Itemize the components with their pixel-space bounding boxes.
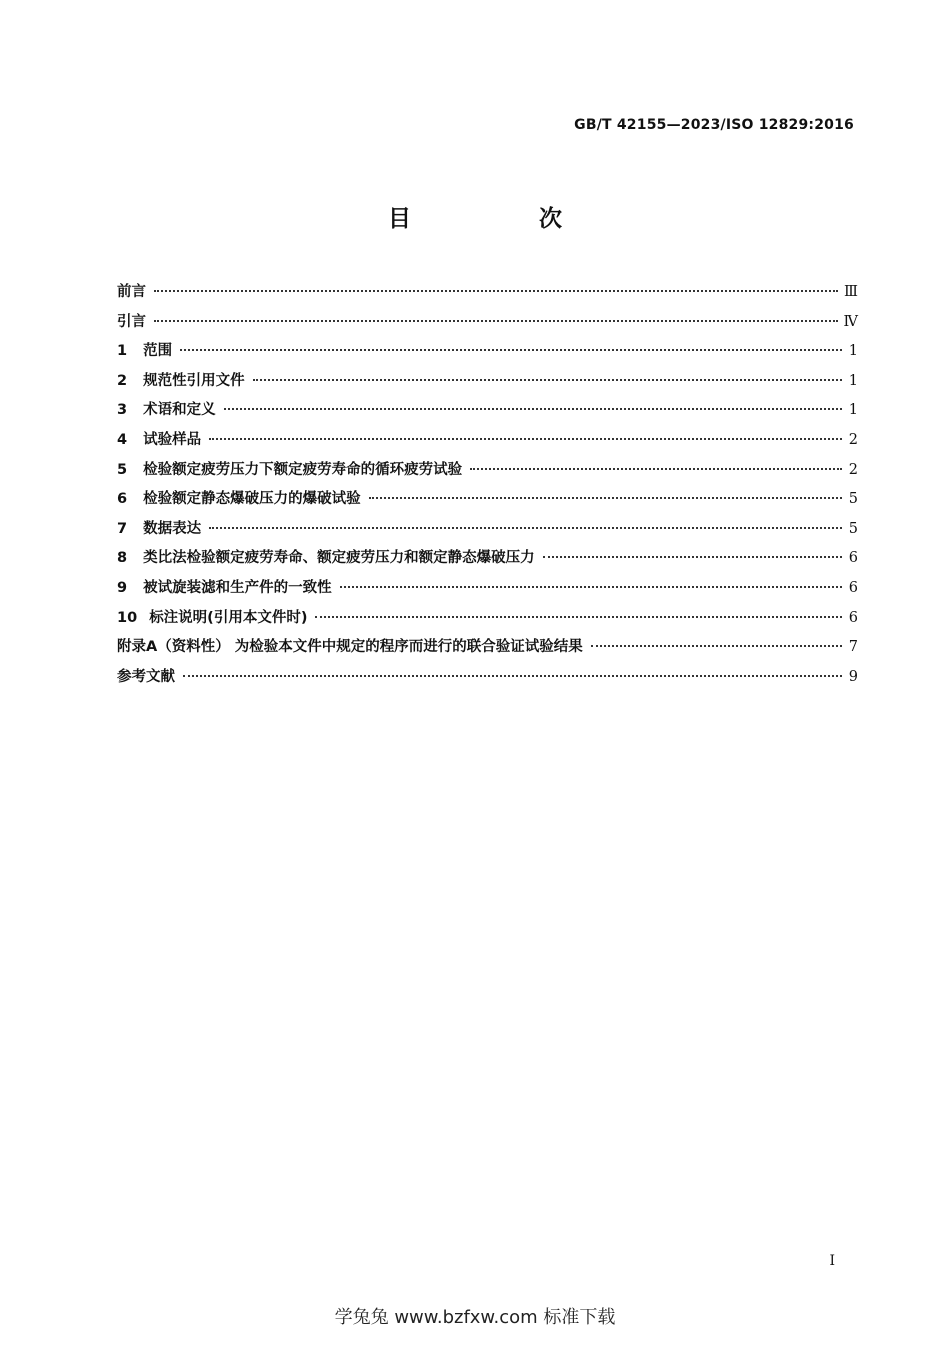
toc-entry-page: 2	[848, 461, 858, 478]
toc-entry-label: 规范性引用文件	[143, 372, 245, 389]
toc-entry-data-presentation[interactable]	[117, 515, 858, 545]
toc-entry-page: 1	[848, 343, 858, 360]
toc-entry-test-samples[interactable]	[117, 426, 858, 456]
toc-entry-identification-statement[interactable]	[117, 604, 858, 634]
toc-entry-terms-definitions[interactable]	[117, 396, 858, 426]
toc-leader-dots	[369, 497, 842, 499]
toc-entry-introduction[interactable]	[117, 308, 858, 338]
toc-entry-number: 9	[117, 579, 128, 596]
toc-entry-annex-a[interactable]	[117, 633, 858, 663]
toc-entry-label: 被试旋装滤和生产件的一致性	[143, 579, 332, 596]
toc-entry-number: 8	[117, 550, 128, 567]
toc-entry-page: 5	[848, 491, 858, 508]
toc-entry-page: 5	[848, 520, 858, 537]
toc-entry-conformity[interactable]	[117, 574, 858, 604]
page-number: I	[829, 1253, 835, 1269]
toc-entry-bibliography[interactable]	[117, 663, 858, 693]
toc-entry-foreword[interactable]	[117, 278, 858, 308]
toc-entry-label: 检验额定静态爆破压力的爆破试验	[143, 491, 361, 508]
toc-entry-page: 6	[848, 609, 858, 626]
toc-leader-dots	[209, 438, 842, 440]
toc-entry-number: 4	[117, 431, 128, 448]
toc-entry-page: 9	[848, 668, 858, 685]
toc-leader-dots	[315, 616, 842, 618]
toc-entry-page: Ⅲ	[844, 284, 858, 300]
toc-entry-number: 2	[117, 372, 128, 389]
toc-entry-label: 类比法检验额定疲劳寿命、额定疲劳压力和额定静态爆破压力	[143, 550, 535, 567]
toc-leader-dots	[543, 556, 842, 558]
toc-entry-label: 标注说明(引用本文件时)	[149, 609, 308, 626]
toc-entry-number: 7	[117, 520, 128, 537]
toc-leader-dots	[253, 379, 842, 381]
toc-entry-label: 数据表达	[143, 520, 202, 537]
toc-entry-number: 6	[117, 491, 128, 508]
toc-entry-page: 1	[848, 372, 858, 389]
toc-entry-label: 试验样品	[143, 431, 202, 448]
toc-leader-dots	[154, 290, 838, 292]
toc-leader-dots	[470, 468, 842, 470]
toc-entry-label: 术语和定义	[143, 402, 216, 419]
toc-entry-page: 2	[848, 431, 858, 448]
toc-entry-cyclic-fatigue-test[interactable]	[117, 456, 858, 486]
toc-title: 目 次	[387, 206, 622, 232]
toc-entry-scope[interactable]	[117, 337, 858, 367]
toc-entry-analogy-method[interactable]	[117, 544, 858, 574]
toc-entry-page: 6	[848, 550, 858, 567]
toc-entry-label: 附录A（资料性） 为检验本文件中规定的程序而进行的联合验证试验结果	[117, 639, 583, 656]
standard-code: GB/T 42155—2023/ISO 12829:2016	[574, 117, 854, 133]
toc-entry-label: 检验额定疲劳压力下额定疲劳寿命的循环疲劳试验	[143, 461, 463, 478]
toc-entry-label: 前言	[117, 284, 146, 300]
toc-entry-label: 参考文献	[117, 668, 175, 685]
toc-leader-dots	[340, 586, 842, 588]
toc-entry-label: 引言	[117, 313, 146, 330]
toc-entry-number: 3	[117, 402, 128, 419]
watermark-text: 学兔兔 www.bzfxw.com 标准下载	[334, 1307, 616, 1328]
table-of-contents	[117, 278, 858, 692]
toc-leader-dots	[209, 527, 842, 529]
toc-entry-page: 7	[848, 639, 858, 656]
toc-leader-dots	[183, 675, 842, 677]
toc-entry-number: 10	[117, 609, 138, 626]
toc-leader-dots	[154, 320, 838, 322]
toc-entry-page: 1	[848, 402, 858, 419]
toc-leader-dots	[180, 349, 842, 351]
toc-leader-dots	[591, 645, 842, 647]
toc-entry-page: 6	[848, 579, 858, 596]
toc-entry-page: Ⅳ	[843, 313, 858, 330]
toc-entry-label: 范围	[143, 343, 173, 360]
toc-entry-normative-references[interactable]	[117, 367, 858, 397]
toc-leader-dots	[224, 408, 842, 410]
toc-entry-number: 1	[117, 343, 128, 360]
toc-entry-burst-test[interactable]	[117, 485, 858, 515]
toc-entry-number: 5	[117, 461, 128, 478]
